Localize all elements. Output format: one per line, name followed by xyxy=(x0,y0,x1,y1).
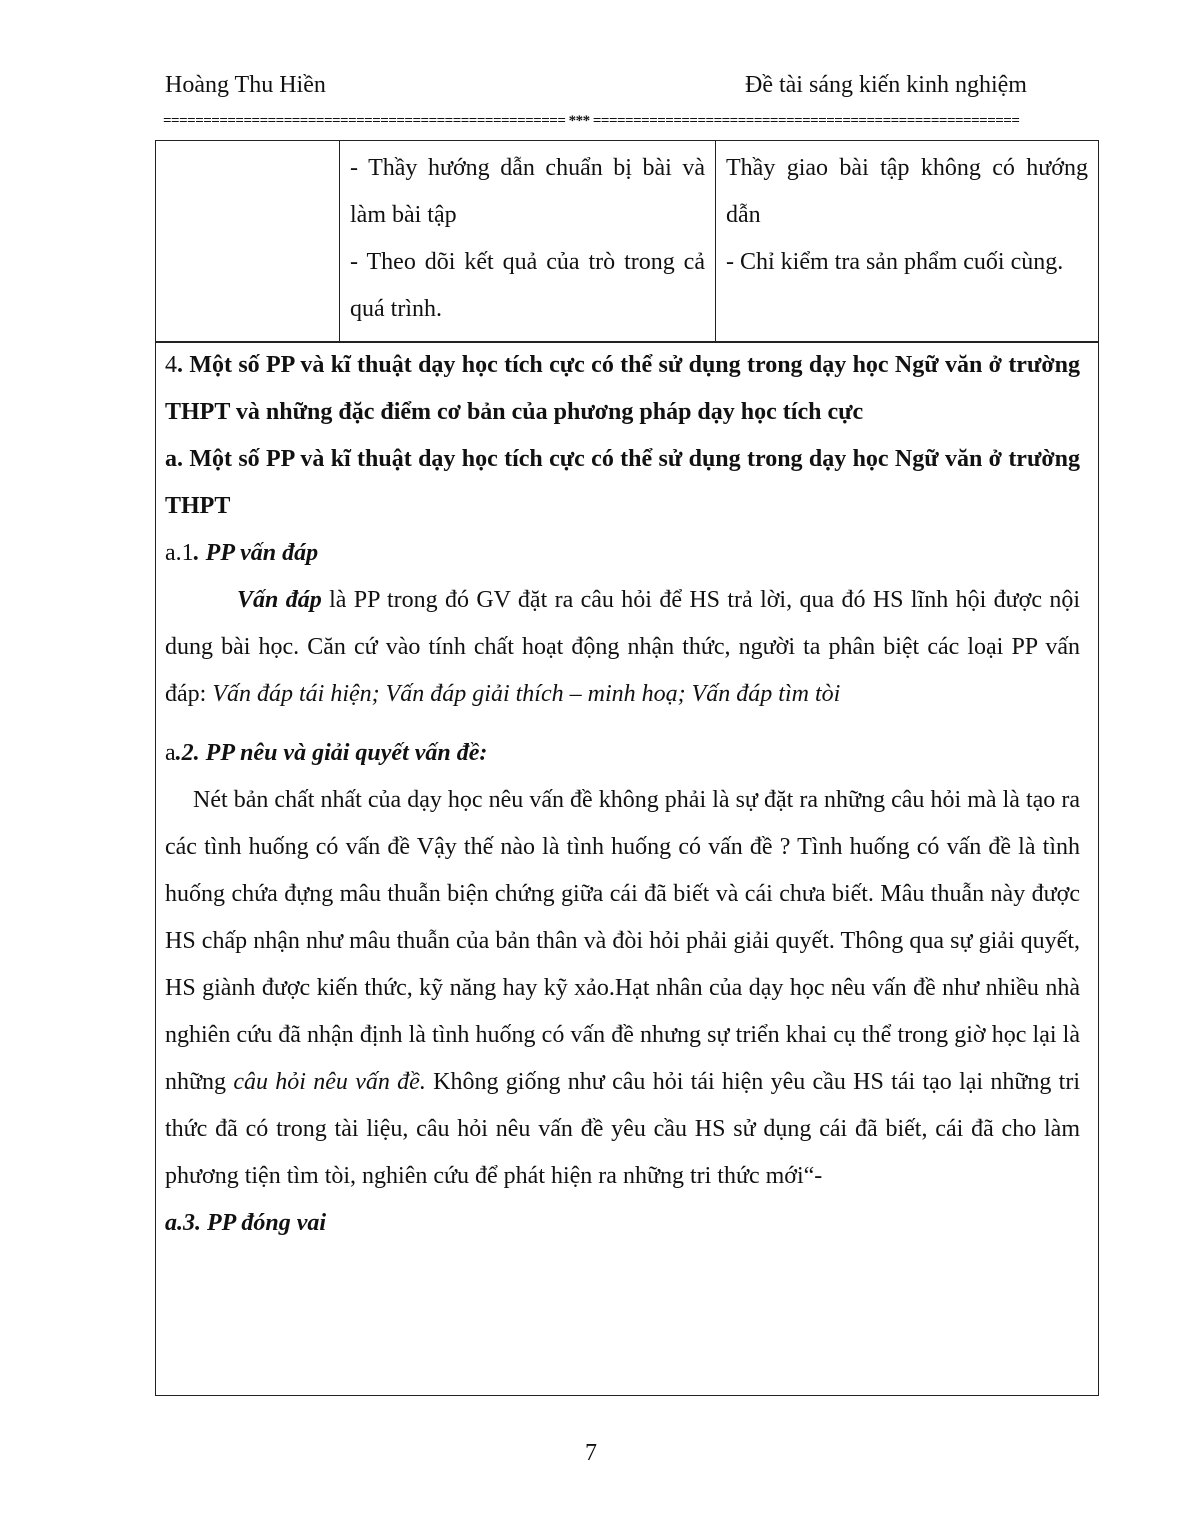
table-row xyxy=(156,141,1099,342)
a2-prefix: a xyxy=(165,740,176,766)
a2-body-2: Không giống như câu hỏi tái hiện yêu cầu HS tái tạo lại những tri thức đã có trong tài liệu, câu hỏi nêu vấn đề yêu cầu HS sử dụng cái đã biết, cái đã cho làm phương tiện tìm tòi, nghiên cứu để phát hiện ra những tri thức mới“- xyxy=(165,1069,1081,1189)
section-content xyxy=(165,342,1080,1247)
table-line: - Thầy hướng dẫn chuẩn bị bài và làm bài tập xyxy=(350,155,705,228)
header-author: Hoàng Thu Hiền xyxy=(165,72,326,98)
header-rule: ================================================== *** ===================================================== xyxy=(163,113,1020,129)
table-cell-guided xyxy=(340,141,716,342)
table-line: - Chỉ kiểm tra sản phẩm cuối cùng. xyxy=(726,249,1064,275)
a2-body-1: Nét bản chất nhất của dạy học nêu vấn đề không phải là sự đặt ra những câu hỏi mà là tạo ra các tình huống có vấn đề Vậy thế nào là tình huống có vấn đề ? Tình huống có vấn đề là tình huống chứa đựng mâu thuẫn biện chứng giữa cái đã biết và cái chưa biết. Mâu thuẫn này được HS chấp nhận như mâu thuẫn của bản thân và đòi hỏi phải giải quyết. Thông qua sự giải quyết, HS giành được kiến thức, kỹ năng hay kỹ xảo.Hạt nhân của dạy học nêu vấn đề như nhiều nhà nghiên cứu đã nhận định là tình huống có vấn đề nhưng sự triển khai cụ thể trong giờ học lại là những xyxy=(165,787,1080,1095)
heading-number: 4 xyxy=(165,352,177,378)
a1-term: Vấn đáp xyxy=(237,587,322,613)
a1-types: Vấn đáp tái hiện; Vấn đáp giải thích – minh hoạ; Vấn đáp tìm tòi xyxy=(212,681,841,707)
heading-text: . Một số PP và kĩ thuật dạy học tích cực có thể sử dụng trong dạy học Ngữ văn ở trường THPT và những đặc điểm cơ bản của phương pháp dạy học tích cực xyxy=(165,352,1080,425)
table-line: - Theo dõi kết quả của trò trong cả quá trình. xyxy=(350,249,705,322)
table-cell-unguided xyxy=(716,141,1099,342)
paragraph-a1 xyxy=(165,577,1080,718)
a1-prefix: a.1 xyxy=(165,540,194,566)
table-line: Thầy giao bài tập không có hướng dẫn xyxy=(726,155,1088,228)
table-cell-empty xyxy=(156,141,340,342)
subheading-a2 xyxy=(165,730,1080,777)
a2-term: câu hỏi nêu vấn đề. xyxy=(233,1069,426,1095)
a2-title: .2. PP nêu và giải quyết vấn đề: xyxy=(175,740,488,766)
page-number: 7 xyxy=(585,1440,597,1466)
subheading-a: a. Một số PP và kĩ thuật dạy học tích cực có thể sử dụng trong dạy học Ngữ văn ở trường THPT xyxy=(165,446,1080,519)
subheading-a3: a.3. PP đóng vai xyxy=(165,1210,327,1236)
paragraph-a2 xyxy=(165,777,1080,1200)
header-title: Đề tài sáng kiến kinh nghiệm xyxy=(745,72,1027,98)
subheading-a1 xyxy=(165,530,1080,577)
section-heading xyxy=(165,342,1080,436)
a1-title: . PP vấn đáp xyxy=(193,540,319,566)
comparison-table xyxy=(155,140,1099,342)
a1-body: là PP trong đó GV đặt ra câu hỏi để HS trả lời, qua đó HS lĩnh hội được nội dung bài học. Căn cứ vào tính chất hoạt động nhận thức, người ta phân biệt các loại PP vấn đáp: xyxy=(165,587,1081,707)
